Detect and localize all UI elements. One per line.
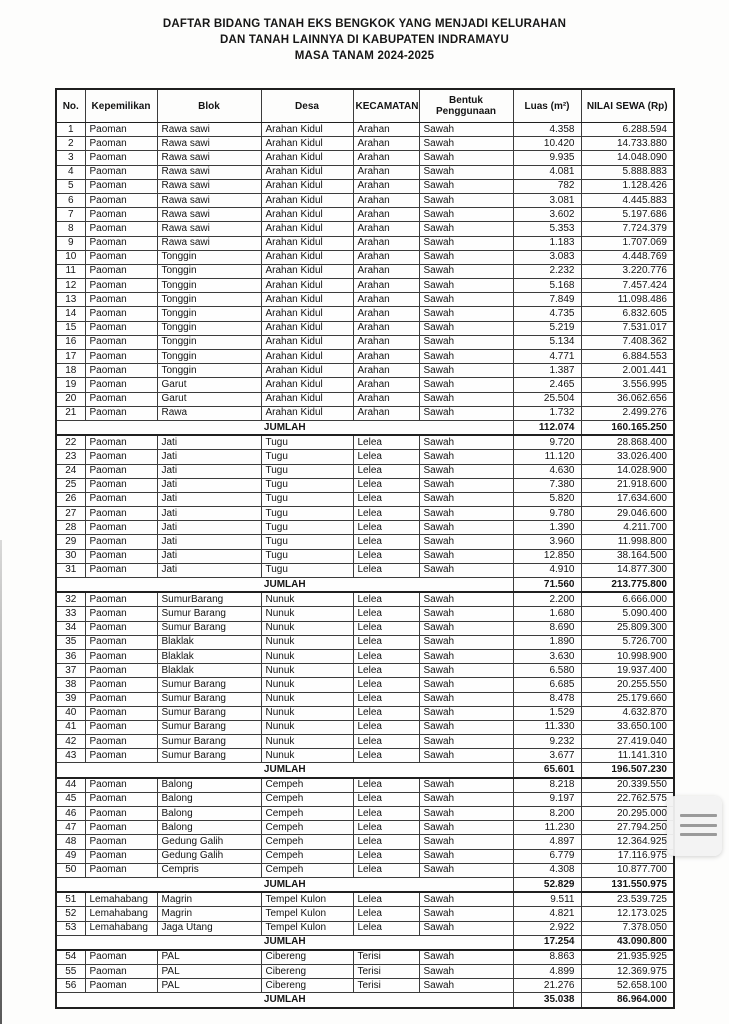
table-row: 26 Paoman Jati Tugu Lelea Sawah 5.820 17.634.600 [56,492,674,506]
table-row: 43 Paoman Sumur Barang Nunuk Lelea Sawah 3.677 11.141.310 [56,749,674,763]
table-row: 29 Paoman Jati Tugu Lelea Sawah 3.960 11.998.800 [56,535,674,549]
table-row: 51 Lemahabang Magrin Tempel Kulon Lelea Sawah 9.511 23.539.725 [56,892,674,907]
jumlah-nilai: 160.165.250 [581,420,674,435]
jumlah-luas: 17.254 [513,935,581,950]
scan-edge-artifact [0,540,2,1024]
table-row: 33 Paoman Sumur Barang Nunuk Lelea Sawah 1.680 5.090.400 [56,607,674,621]
jumlah-label: JUMLAH [56,578,513,593]
table-row: 40 Paoman Sumur Barang Nunuk Lelea Sawah 1.529 4.632.870 [56,706,674,720]
table-row: 35 Paoman Blaklak Nunuk Lelea Sawah 1.890 5.726.700 [56,635,674,649]
table-row: 18 Paoman Tonggin Arahan Kidul Arahan Sawah 1.387 2.001.441 [56,364,674,378]
table-row: 8 Paoman Rawa sawi Arahan Kidul Arahan Sawah 5.353 7.724.379 [56,222,674,236]
table-row: 32 Paoman SumurBarang Nunuk Lelea Sawah 2.200 6.666.000 [56,592,674,607]
table-row: 28 Paoman Jati Tugu Lelea Sawah 1.390 4.211.700 [56,521,674,535]
table-row: 19 Paoman Garut Arahan Kidul Arahan Sawah 2.465 3.556.995 [56,378,674,392]
table-row: 6 Paoman Rawa sawi Arahan Kidul Arahan Sawah 3.081 4.445.883 [56,193,674,207]
table-row: 10 Paoman Tonggin Arahan Kidul Arahan Sawah 3.083 4.448.769 [56,250,674,264]
jumlah-luas: 71.560 [513,578,581,593]
table-row: 9 Paoman Rawa sawi Arahan Kidul Arahan Sawah 1.183 1.707.069 [56,236,674,250]
jumlah-nilai: 131.550.975 [581,877,674,892]
table-header [56,89,674,123]
table-row: 5 Paoman Rawa sawi Arahan Kidul Arahan Sawah 782 1.128.426 [56,179,674,193]
title-line-1: DAFTAR BIDANG TANAH EKS BENGKOK YANG MENJADI KELURAHAN [162,18,567,30]
table-row: 17 Paoman Tonggin Arahan Kidul Arahan Sawah 4.771 6.884.553 [56,350,674,364]
table-row: 22 Paoman Jati Tugu Lelea Sawah 9.720 28.868.400 [56,435,674,450]
scroll-handle-widget[interactable] [667,796,722,856]
table-row: 54 Paoman PAL Cibereng Terisi Sawah 8.863 21.935.925 [56,950,674,965]
table-row: 30 Paoman Jati Tugu Lelea Sawah 12.850 38.164.500 [56,549,674,563]
table-row: 56 Paoman PAL Cibereng Terisi Sawah 21.276 52.658.100 [56,979,674,993]
column-header-bentuk-penggunaan: Bentuk Penggunaan [419,89,513,123]
title-line-3: MASA TANAM 2024-2025 [294,50,435,62]
table-row: 48 Paoman Gedung Galih Cempeh Lelea Sawah 4.897 12.364.925 [56,835,674,849]
column-header-blok: Blok [157,89,261,123]
table-row: 55 Paoman PAL Cibereng Terisi Sawah 4.899 12.369.975 [56,965,674,979]
table-row: 11 Paoman Tonggin Arahan Kidul Arahan Sawah 2.232 3.220.776 [56,264,674,278]
jumlah-row [56,763,674,778]
jumlah-row [56,877,674,892]
table-row: 31 Paoman Jati Tugu Lelea Sawah 4.910 14.877.300 [56,563,674,577]
table-row: 14 Paoman Tonggin Arahan Kidul Arahan Sawah 4.735 6.832.605 [56,307,674,321]
table-row: 7 Paoman Rawa sawi Arahan Kidul Arahan Sawah 3.602 5.197.686 [56,208,674,222]
table-row: 21 Paoman Rawa Arahan Kidul Arahan Sawah 1.732 2.499.276 [56,406,674,420]
table-row: 25 Paoman Jati Tugu Lelea Sawah 7.380 21.918.600 [56,478,674,492]
table-row: 53 Lemahabang Jaga Utang Tempel Kulon Lelea Sawah 2.922 7.378.050 [56,921,674,935]
jumlah-label: JUMLAH [56,935,513,950]
jumlah-row [56,935,674,950]
jumlah-label: JUMLAH [56,763,513,778]
column-header-nilai-sewa: NILAI SEWA (Rp) [581,89,674,123]
table-row: 16 Paoman Tonggin Arahan Kidul Arahan Sawah 5.134 7.408.362 [56,335,674,349]
table-row: 27 Paoman Jati Tugu Lelea Sawah 9.780 29.046.600 [56,507,674,521]
table-row: 44 Paoman Balong Cempeh Lelea Sawah 8.218 20.339.550 [56,778,674,793]
jumlah-luas: 65.601 [513,763,581,778]
table-row: 39 Paoman Sumur Barang Nunuk Lelea Sawah 8.478 25.179.660 [56,692,674,706]
table-row: 1 Paoman Rawa sawi Arahan Kidul Arahan Sawah 4.358 6.288.594 [56,123,674,137]
jumlah-luas: 112.074 [513,420,581,435]
table-row: 47 Paoman Balong Cempeh Lelea Sawah 11.230 27.794.250 [56,821,674,835]
table-row: 20 Paoman Garut Arahan Kidul Arahan Sawah 25.504 36.062.656 [56,392,674,406]
table-row: 38 Paoman Sumur Barang Nunuk Lelea Sawah 6.685 20.255.550 [56,678,674,692]
table-row: 42 Paoman Sumur Barang Nunuk Lelea Sawah 9.232 27.419.040 [56,735,674,749]
table-row: 24 Paoman Jati Tugu Lelea Sawah 4.630 14.028.900 [56,464,674,478]
table-row: 12 Paoman Tonggin Arahan Kidul Arahan Sawah 5.168 7.457.424 [56,279,674,293]
jumlah-nilai: 196.507.230 [581,763,674,778]
jumlah-label: JUMLAH [56,877,513,892]
jumlah-label: JUMLAH [56,420,513,435]
column-header-kepemilikan: Kepemilikan [85,89,157,123]
column-header-desa: Desa [261,89,353,123]
table-row: 45 Paoman Balong Cempeh Lelea Sawah 9.197 22.762.575 [56,792,674,806]
table-row: 23 Paoman Jati Tugu Lelea Sawah 11.120 33.026.400 [56,450,674,464]
table-row: 2 Paoman Rawa sawi Arahan Kidul Arahan Sawah 10.420 14.733.880 [56,137,674,151]
column-header-kecamatan: KECAMATAN [353,89,419,123]
document-title [0,16,729,64]
table-row: 50 Paoman Cempris Cempeh Lelea Sawah 4.308 10.877.700 [56,863,674,877]
jumlah-nilai: 213.775.800 [581,578,674,593]
table-row: 4 Paoman Rawa sawi Arahan Kidul Arahan Sawah 4.081 5.888.883 [56,165,674,179]
title-line-2: DAN TANAH LAINNYA DI KABUPATEN INDRAMAYU [219,34,510,46]
table-row: 37 Paoman Blaklak Nunuk Lelea Sawah 6.580 19.937.400 [56,664,674,678]
land-parcel-table [55,88,675,1009]
jumlah-row [56,578,674,593]
table-row: 41 Paoman Sumur Barang Nunuk Lelea Sawah 11.330 33.650.100 [56,720,674,734]
column-header-luas: Luas (m²) [513,89,581,123]
jumlah-row [56,993,674,1008]
table-row: 36 Paoman Blaklak Nunuk Lelea Sawah 3.630 10.998.900 [56,649,674,663]
jumlah-luas: 52.829 [513,877,581,892]
table-row: 3 Paoman Rawa sawi Arahan Kidul Arahan Sawah 9.935 14.048.090 [56,151,674,165]
table-row: 13 Paoman Tonggin Arahan Kidul Arahan Sawah 7.849 11.098.486 [56,293,674,307]
table-body [56,123,674,1008]
jumlah-label: JUMLAH [56,993,513,1008]
jumlah-nilai: 86.964.000 [581,993,674,1008]
jumlah-nilai: 43.090.800 [581,935,674,950]
table-row: 46 Paoman Balong Cempeh Lelea Sawah 8.200 20.295.000 [56,807,674,821]
table-row: 34 Paoman Sumur Barang Nunuk Lelea Sawah 8.690 25.809.300 [56,621,674,635]
table-row: 52 Lemahabang Magrin Tempel Kulon Lelea Sawah 4.821 12.173.025 [56,907,674,921]
table-row: 15 Paoman Tonggin Arahan Kidul Arahan Sawah 5.219 7.531.017 [56,321,674,335]
column-header-no: No. [56,89,85,123]
table-row: 49 Paoman Gedung Galih Cempeh Lelea Sawah 6.779 17.116.975 [56,849,674,863]
jumlah-luas: 35.038 [513,993,581,1008]
jumlah-row [56,420,674,435]
